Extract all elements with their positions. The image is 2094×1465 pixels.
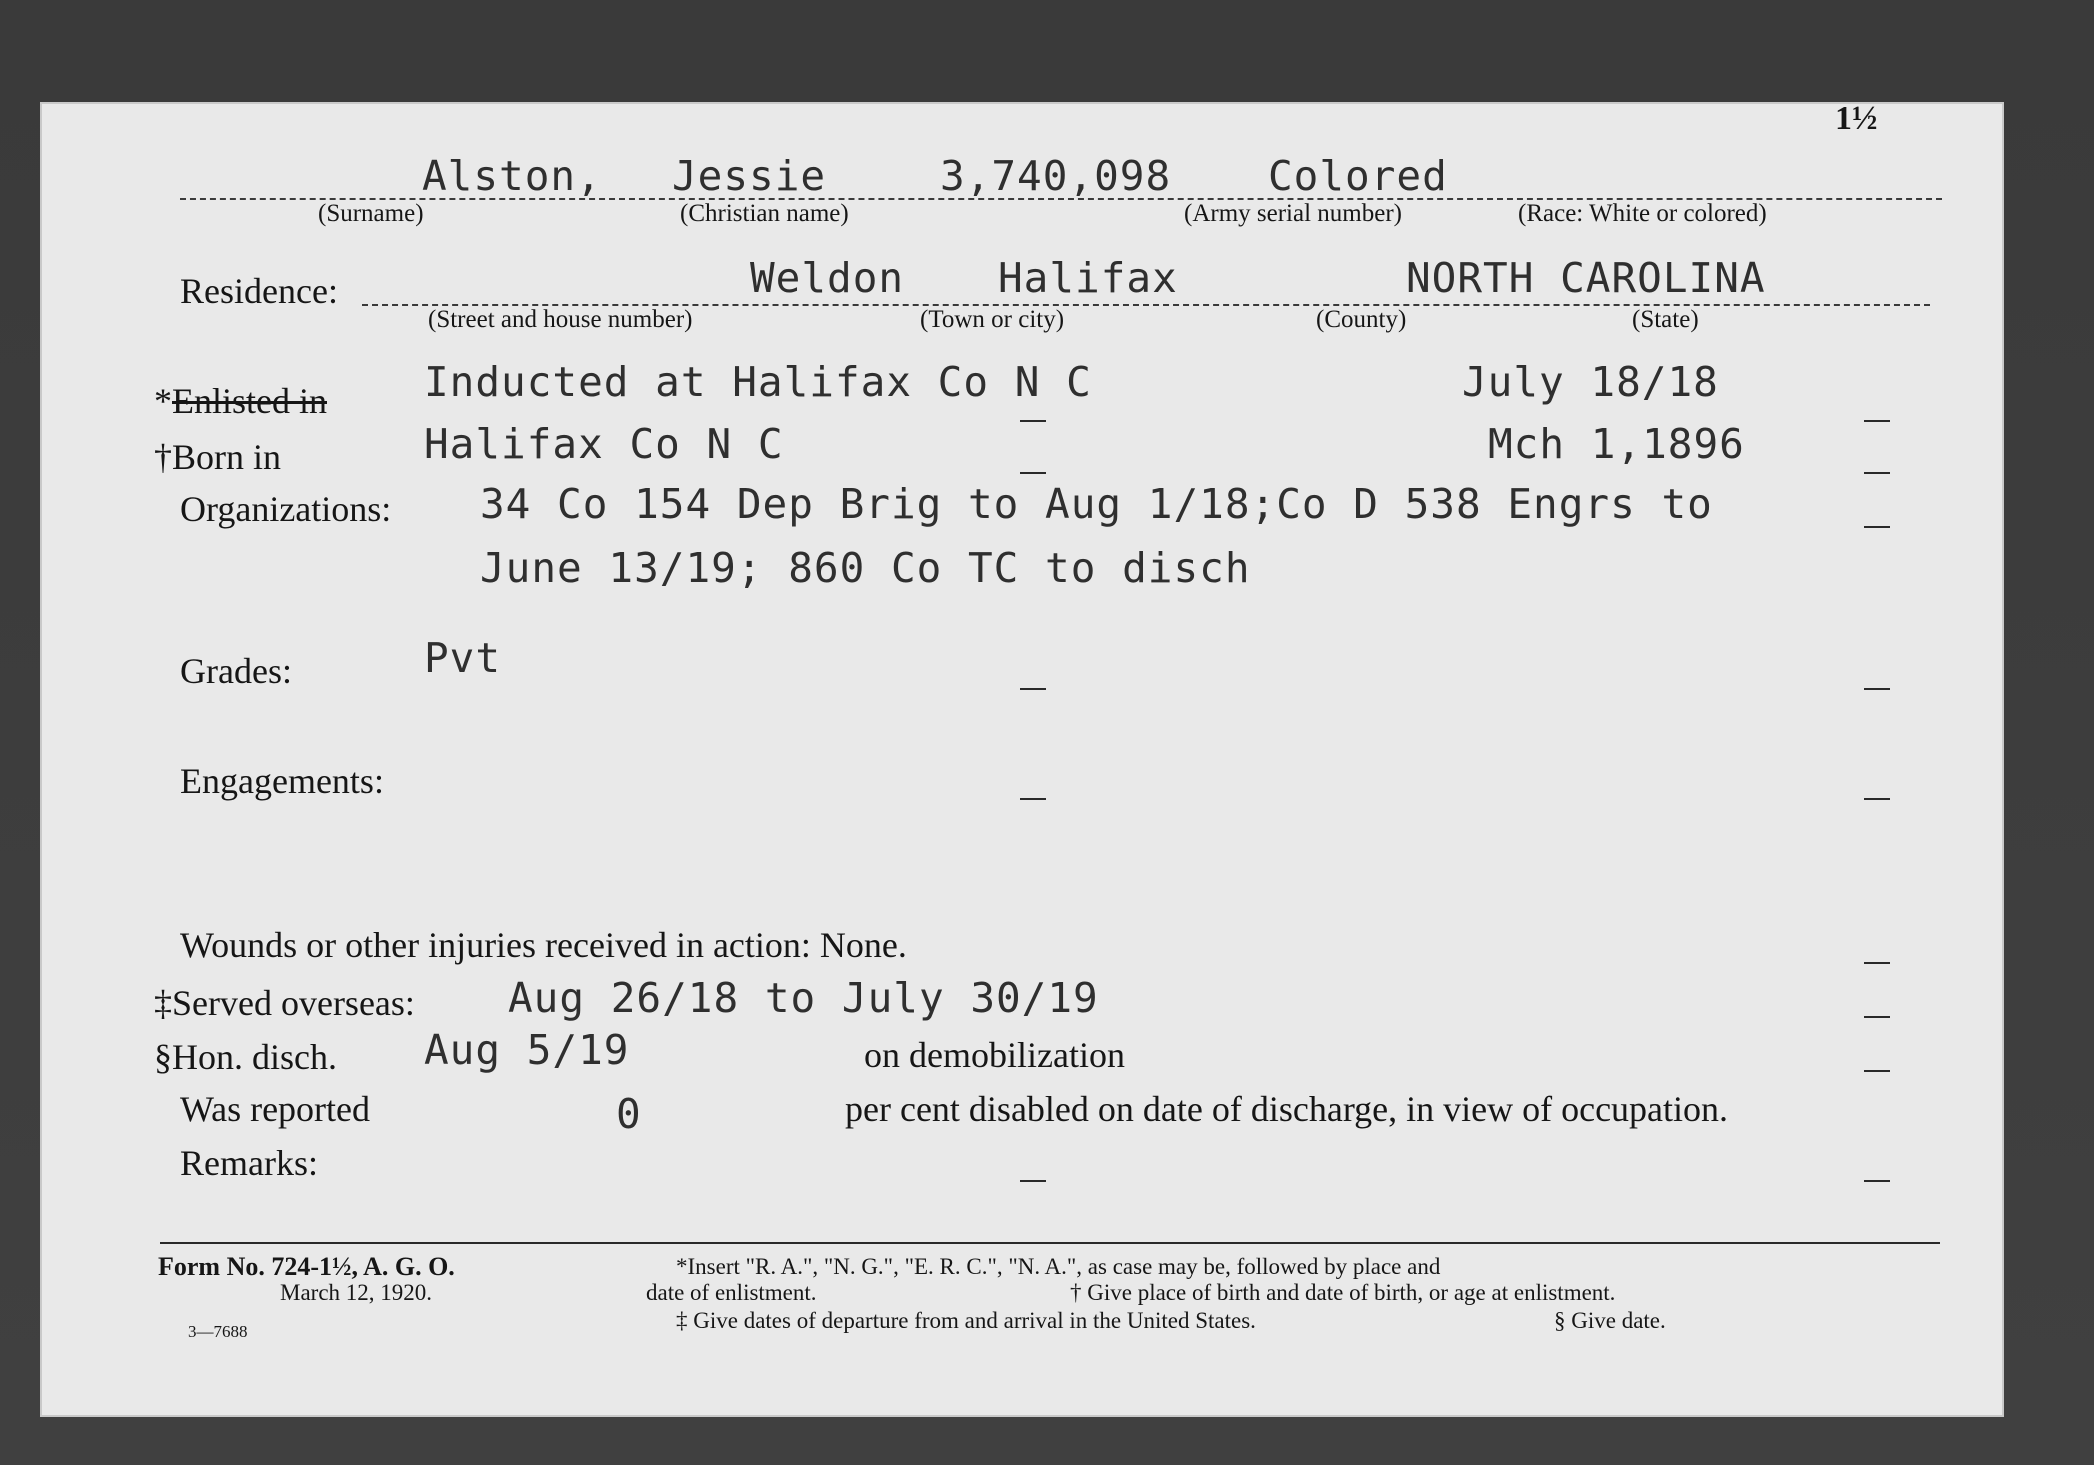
serial-number-value: 3,740,098 bbox=[940, 152, 1172, 200]
reported-suffix: per cent disabled on date of discharge, in view of occupation. bbox=[845, 1089, 1729, 1129]
print-code: 3—7688 bbox=[188, 1322, 248, 1341]
caption-state: (State) bbox=[1632, 306, 1699, 333]
remarks-label: Remarks: bbox=[180, 1143, 318, 1183]
tick bbox=[1864, 962, 1890, 964]
tick bbox=[1864, 798, 1890, 800]
residence-state: NORTH CAROLINA bbox=[1406, 254, 1766, 302]
tick bbox=[1864, 688, 1890, 690]
discharge-label: Hon. disch. bbox=[172, 1037, 337, 1077]
residence-label: Residence: bbox=[180, 271, 338, 311]
caption-town: (Town or city) bbox=[920, 306, 1065, 333]
form-date: March 12, 1920. bbox=[280, 1280, 433, 1305]
tick bbox=[1864, 420, 1890, 422]
footnote-birth: † Give place of birth and date of birth, or age at enlistment. bbox=[1070, 1280, 1616, 1305]
tick bbox=[1864, 1016, 1890, 1018]
tick bbox=[1020, 798, 1046, 800]
surname-value: Alston, bbox=[422, 152, 602, 200]
grades-value: Pvt bbox=[424, 634, 502, 682]
corner-mark: 1½ bbox=[1835, 100, 1878, 137]
born-label: Born in bbox=[172, 437, 282, 477]
caption-serial-number: (Army serial number) bbox=[1184, 200, 1402, 227]
residence-county: Halifax bbox=[998, 254, 1178, 302]
reported-label: Was reported bbox=[180, 1089, 371, 1129]
discharge-row bbox=[154, 1036, 337, 1078]
organizations-line2: June 13/19; 860 Co TC to disch bbox=[480, 544, 1251, 592]
discharge-marker: § bbox=[154, 1037, 172, 1077]
enlisted-marker: * bbox=[154, 381, 172, 421]
overseas-row bbox=[154, 982, 415, 1024]
born-row bbox=[154, 436, 281, 478]
christian-name-value: Jessie bbox=[672, 152, 827, 200]
caption-christian-name: (Christian name) bbox=[680, 200, 849, 227]
race-value: Colored bbox=[1268, 152, 1448, 200]
service-record-card bbox=[40, 102, 2004, 1417]
tick bbox=[1020, 1180, 1046, 1182]
enlisted-label: Enlisted in bbox=[172, 381, 327, 421]
tick bbox=[1864, 1070, 1890, 1072]
footnote-overseas: ‡ Give dates of departure from and arrival in the United States. bbox=[676, 1308, 1256, 1333]
organizations-label: Organizations: bbox=[180, 489, 392, 529]
caption-race: (Race: White or colored) bbox=[1518, 200, 1767, 227]
overseas-marker: ‡ bbox=[154, 983, 172, 1023]
tick bbox=[1864, 1180, 1890, 1182]
wounds-label: Wounds or other injuries received in action: None. bbox=[180, 925, 907, 965]
footnote-insert-cont: date of enlistment. bbox=[646, 1280, 817, 1305]
caption-surname: (Surname) bbox=[318, 200, 424, 227]
enlisted-row bbox=[154, 380, 327, 422]
tick bbox=[1020, 688, 1046, 690]
overseas-label: Served overseas: bbox=[172, 983, 415, 1023]
overseas-value: Aug 26/18 to July 30/19 bbox=[508, 974, 1099, 1022]
enlisted-value: Inducted at Halifax Co N C bbox=[424, 358, 1092, 406]
footnote-discharge: § Give date. bbox=[1554, 1308, 1666, 1333]
born-value: Halifax Co N C bbox=[424, 420, 784, 468]
discharge-suffix: on demobilization bbox=[864, 1035, 1125, 1075]
form-number: Form No. 724-1½, A. G. O. bbox=[158, 1252, 455, 1281]
organizations-line1: 34 Co 154 Dep Brig to Aug 1/18;Co D 538 Engrs to bbox=[480, 480, 1713, 528]
tick bbox=[1864, 526, 1890, 528]
caption-county: (County) bbox=[1316, 306, 1407, 333]
residence-town: Weldon bbox=[750, 254, 905, 302]
discharge-value: Aug 5/19 bbox=[424, 1026, 630, 1074]
tick bbox=[1020, 472, 1046, 474]
born-marker: † bbox=[154, 437, 172, 477]
grades-label: Grades: bbox=[180, 651, 292, 691]
reported-value: 0 bbox=[616, 1090, 642, 1138]
footnote-insert: *Insert "R. A.", "N. G.", "E. R. C.", "N. A.", as case may be, followed by place and bbox=[676, 1254, 1441, 1279]
footer-rule bbox=[160, 1242, 1940, 1244]
tick bbox=[1020, 420, 1046, 422]
tick bbox=[1864, 472, 1890, 474]
caption-street: (Street and house number) bbox=[428, 306, 693, 333]
engagements-label: Engagements: bbox=[180, 761, 384, 801]
born-date: Mch 1,1896 bbox=[1488, 420, 1745, 468]
enlisted-date: July 18/18 bbox=[1462, 358, 1719, 406]
